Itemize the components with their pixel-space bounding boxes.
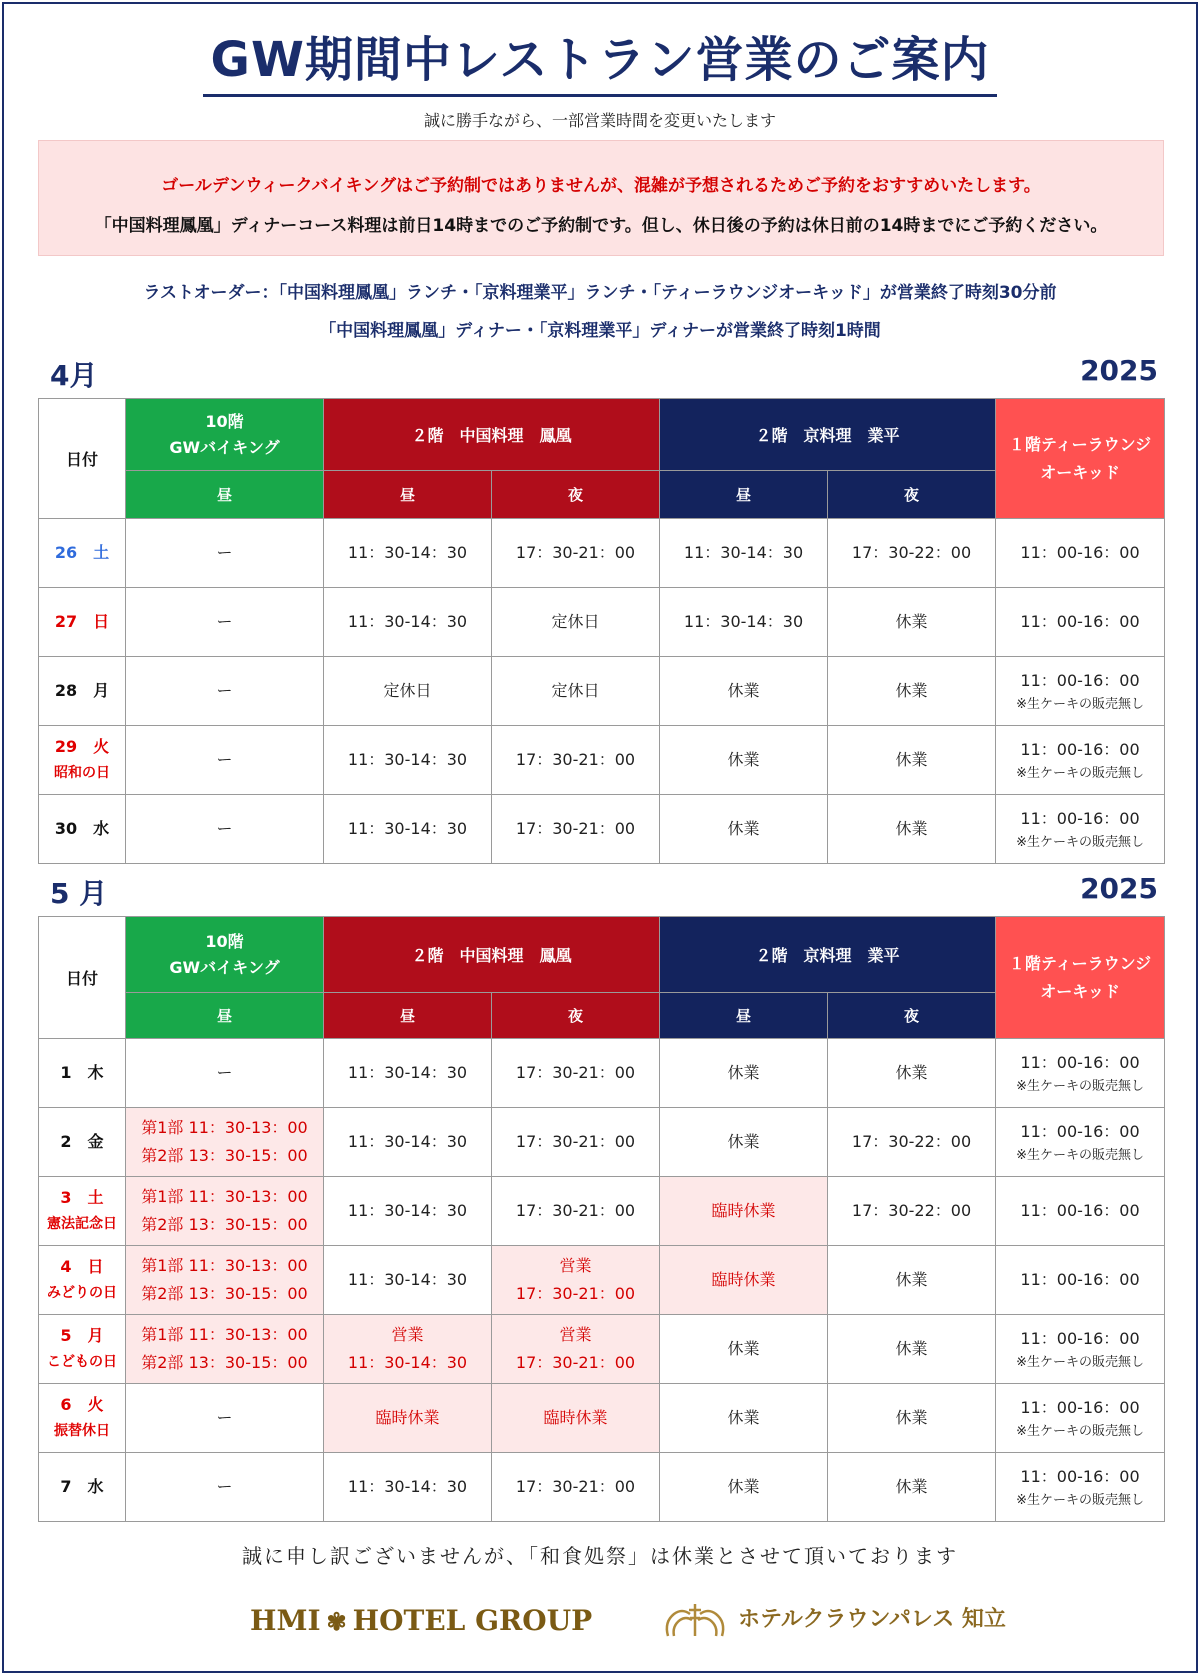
- flower-icon: ✾: [326, 1607, 347, 1636]
- holiday-label: 振替休日: [54, 1423, 110, 1439]
- chinese-lunch-cell: 11：30-14：30: [324, 1108, 492, 1177]
- closure-notice: 誠に申し訳ございませんが、「和食処祭」は休業とさせて頂いております: [242, 1544, 958, 1568]
- chinese-lunch-cell: 11：30-14：30: [324, 1453, 492, 1522]
- header-chinese-lunch: 昼: [324, 471, 492, 519]
- date-cell: 7 水: [39, 1453, 126, 1522]
- header-viking-floor: 10階: [205, 931, 244, 951]
- kyo-dinner-cell: 休業: [828, 726, 996, 795]
- reservation-notice: [38, 140, 1164, 256]
- chinese-lunch-cell: 11：30-14：30: [324, 795, 492, 864]
- tea-cell: [996, 1453, 1165, 1522]
- viking-cell: ー: [126, 519, 324, 588]
- chinese-lunch-cell: [324, 1315, 492, 1384]
- crown-palace-logo-text: ホテルクラウンパレス 知立: [738, 1607, 1006, 1632]
- table-row: [39, 1315, 1165, 1384]
- viking-cell: ー: [126, 1039, 324, 1108]
- viking-part-1: 第1部 11：30-13：00: [141, 1256, 308, 1275]
- tea-hours: 11：00-16：00: [1020, 809, 1140, 828]
- chinese-lunch-cell: 11：30-14：30: [324, 519, 492, 588]
- kyo-lunch-cell: 休業: [660, 1039, 828, 1108]
- table-row: [39, 1453, 1165, 1522]
- kyo-lunch-cell: 11：30-14：30: [660, 588, 828, 657]
- header-date: 日付: [39, 399, 126, 519]
- tea-hours: 11：00-16：00: [1020, 740, 1140, 759]
- date-label: 4 日: [60, 1257, 104, 1276]
- header-kyo-dinner: 夜: [828, 471, 996, 519]
- date-cell: [39, 1246, 126, 1315]
- table-row: [39, 519, 1165, 588]
- viking-cell: [126, 1108, 324, 1177]
- kyo-dinner-cell: 17：30-22：00: [828, 519, 996, 588]
- viking-cell: ー: [126, 726, 324, 795]
- chinese-dinner-cell: [492, 1246, 660, 1315]
- chinese-dinner-status: 営業: [559, 1325, 592, 1344]
- header-tea-lounge: [996, 399, 1165, 519]
- kyo-dinner-cell: 休業: [828, 657, 996, 726]
- viking-cell: ー: [126, 657, 324, 726]
- date-cell: 2 金: [39, 1108, 126, 1177]
- viking-part-2: 第2部 13：30-15：00: [141, 1353, 308, 1372]
- viking-cell: ー: [126, 795, 324, 864]
- chinese-lunch-cell: 定休日: [324, 657, 492, 726]
- tea-note: ※生ケーキの販売無し: [1016, 766, 1144, 781]
- chinese-dinner-cell: 17：30-21：00: [492, 795, 660, 864]
- tea-hours: 11：00-16：00: [1020, 1329, 1140, 1348]
- table-row: [39, 1384, 1165, 1453]
- header-tea-floor: １階ティーラウンジ: [1008, 434, 1152, 454]
- date-cell: 30 水: [39, 795, 126, 864]
- chinese-lunch-cell: 11：30-14：30: [324, 1039, 492, 1108]
- tea-hours: 11：00-16：00: [1020, 671, 1140, 690]
- april-year-label: 2025: [1080, 354, 1158, 387]
- date-label: 3 土: [60, 1188, 104, 1207]
- april-month-label: 4月: [50, 359, 98, 392]
- viking-cell: [126, 1315, 324, 1384]
- kyo-lunch-cell: 休業: [660, 726, 828, 795]
- chinese-dinner-cell: [492, 1315, 660, 1384]
- date-label: 6 火: [60, 1395, 104, 1414]
- april-schedule-table: [38, 398, 1165, 864]
- header-date: 日付: [39, 917, 126, 1039]
- last-order-line-1: ラストオーダー：「中国料理鳳凰」ランチ・「京料理業平」ランチ・「ティーラウンジオーキッド」が営業終了時刻30分前: [143, 283, 1057, 303]
- chinese-lunch-cell: 11：30-14：30: [324, 1246, 492, 1315]
- date-cell: [39, 1384, 126, 1453]
- chinese-dinner-cell: 17：30-21：00: [492, 726, 660, 795]
- chinese-lunch-hours: 11：30-14：30: [347, 1353, 468, 1372]
- header-kyo-dinner: 夜: [828, 993, 996, 1039]
- tea-cell: 11：00-16：00: [996, 519, 1165, 588]
- kyo-lunch-cell: 休業: [660, 1108, 828, 1177]
- kyo-dinner-cell: 休業: [828, 1039, 996, 1108]
- header-kyo-lunch: 昼: [660, 993, 828, 1039]
- header-viking: [126, 917, 324, 993]
- page-title: GW期間中レストラン営業のご案内: [203, 30, 998, 97]
- table-row: [39, 1246, 1165, 1315]
- kyo-lunch-cell: 臨時休業: [660, 1246, 828, 1315]
- table-row: [39, 726, 1165, 795]
- kyo-lunch-cell: 休業: [660, 1315, 828, 1384]
- tea-cell: 11：00-16：00: [996, 588, 1165, 657]
- tea-hours: 11：00-16：00: [1020, 1053, 1140, 1072]
- chinese-lunch-cell: 11：30-14：30: [324, 1177, 492, 1246]
- page-subtitle: 誠に勝手ながら、一部営業時間を変更いたします: [423, 111, 776, 130]
- tea-note: ※生ケーキの販売無し: [1016, 1424, 1144, 1439]
- tea-cell: [996, 1315, 1165, 1384]
- chinese-dinner-cell: 17：30-21：00: [492, 1108, 660, 1177]
- tea-note: ※生ケーキの販売無し: [1016, 1493, 1144, 1508]
- viking-part-2: 第2部 13：30-15：00: [141, 1215, 308, 1234]
- header-viking: [126, 399, 324, 471]
- header-viking-name: GWバイキング: [169, 957, 280, 977]
- header-chinese-dinner: 夜: [492, 471, 660, 519]
- chinese-dinner-hours: 17：30-21：00: [515, 1353, 636, 1372]
- viking-cell: ー: [126, 1384, 324, 1453]
- holiday-label: 憲法記念日: [47, 1216, 117, 1232]
- tea-cell: [996, 1039, 1165, 1108]
- kyo-dinner-cell: 休業: [828, 795, 996, 864]
- may-schedule-table: [38, 916, 1165, 1522]
- tea-cell: [996, 1384, 1165, 1453]
- notice-line-1: ゴールデンウィークバイキングはご予約制ではありませんが、混雑が予想されるためご予約をおすすめいたします。: [161, 176, 1041, 196]
- title-wrap: [0, 30, 1200, 97]
- may-month-label: 5 月: [50, 877, 108, 910]
- viking-part-1: 第1部 11：30-13：00: [141, 1118, 308, 1137]
- date-cell: 1 木: [39, 1039, 126, 1108]
- chinese-lunch-cell: 11：30-14：30: [324, 726, 492, 795]
- kyo-lunch-cell: 休業: [660, 1384, 828, 1453]
- viking-part-2: 第2部 13：30-15：00: [141, 1146, 308, 1165]
- chinese-dinner-cell: 17：30-21：00: [492, 519, 660, 588]
- tea-cell: [996, 1108, 1165, 1177]
- tea-cell: [996, 657, 1165, 726]
- table-row: [39, 1039, 1165, 1108]
- header-tea-floor: １階ティーラウンジ: [1008, 953, 1152, 973]
- hmi-logo-text: HMI: [250, 1604, 321, 1637]
- viking-cell: [126, 1246, 324, 1315]
- chinese-dinner-cell: 定休日: [492, 588, 660, 657]
- viking-cell: ー: [126, 588, 324, 657]
- chinese-lunch-cell: 11：30-14：30: [324, 588, 492, 657]
- header-chinese: ２階 中国料理 鳳凰: [324, 917, 660, 993]
- tea-note: ※生ケーキの販売無し: [1016, 1355, 1144, 1370]
- crown-palace-emblem-icon: [660, 1600, 730, 1640]
- table-row: [39, 657, 1165, 726]
- date-cell: [39, 726, 126, 795]
- date-cell: 26 土: [39, 519, 126, 588]
- header-kyo: ２階 京料理 業平: [660, 917, 996, 993]
- header-viking-floor: 10階: [205, 411, 244, 431]
- kyo-lunch-cell: 休業: [660, 657, 828, 726]
- chinese-dinner-cell: 17：30-21：00: [492, 1177, 660, 1246]
- kyo-lunch-cell: 臨時休業: [660, 1177, 828, 1246]
- table-row: [39, 588, 1165, 657]
- kyo-dinner-cell: 休業: [828, 1246, 996, 1315]
- holiday-label: 昭和の日: [54, 765, 110, 781]
- may-year-label: 2025: [1080, 872, 1158, 905]
- holiday-label: こどもの日: [47, 1354, 117, 1370]
- chinese-dinner-hours: 17：30-21：00: [515, 1284, 636, 1303]
- date-cell: [39, 1315, 126, 1384]
- kyo-lunch-cell: 休業: [660, 1453, 828, 1522]
- kyo-dinner-cell: 休業: [828, 1384, 996, 1453]
- holiday-label: みどりの日: [47, 1285, 117, 1301]
- viking-part-2: 第2部 13：30-15：00: [141, 1284, 308, 1303]
- tea-cell: 11：00-16：00: [996, 1246, 1165, 1315]
- kyo-dinner-cell: 17：30-22：00: [828, 1177, 996, 1246]
- tea-note: ※生ケーキの販売無し: [1016, 1079, 1144, 1094]
- chinese-dinner-cell: 17：30-21：00: [492, 1039, 660, 1108]
- viking-part-1: 第1部 11：30-13：00: [141, 1325, 308, 1344]
- tea-hours: 11：00-16：00: [1020, 1467, 1140, 1486]
- tea-hours: 11：00-16：00: [1020, 1122, 1140, 1141]
- kyo-dinner-cell: 休業: [828, 588, 996, 657]
- tea-cell: 11：00-16：00: [996, 1177, 1165, 1246]
- date-cell: 28 月: [39, 657, 126, 726]
- table-row: [39, 1108, 1165, 1177]
- chinese-dinner-cell: 臨時休業: [492, 1384, 660, 1453]
- header-chinese: ２階 中国料理 鳳凰: [324, 399, 660, 471]
- hmi-hotel-group-logo: [250, 1604, 592, 1637]
- header-chinese-lunch: 昼: [324, 993, 492, 1039]
- tea-hours: 11：00-16：00: [1020, 1398, 1140, 1417]
- kyo-dinner-cell: 17：30-22：00: [828, 1108, 996, 1177]
- table-row: [39, 795, 1165, 864]
- kyo-lunch-cell: 休業: [660, 795, 828, 864]
- header-kyo-lunch: 昼: [660, 471, 828, 519]
- viking-cell: ー: [126, 1453, 324, 1522]
- kyo-dinner-cell: 休業: [828, 1453, 996, 1522]
- chinese-dinner-cell: 17：30-21：00: [492, 1453, 660, 1522]
- kyo-dinner-cell: 休業: [828, 1315, 996, 1384]
- header-tea-name: オーキッド: [1040, 462, 1120, 482]
- viking-part-1: 第1部 11：30-13：00: [141, 1187, 308, 1206]
- chinese-lunch-status: 営業: [391, 1325, 424, 1344]
- header-chinese-dinner: 夜: [492, 993, 660, 1039]
- tea-note: ※生ケーキの販売無し: [1016, 835, 1144, 850]
- viking-cell: [126, 1177, 324, 1246]
- header-kyo: ２階 京料理 業平: [660, 399, 996, 471]
- chinese-dinner-status: 営業: [559, 1256, 592, 1275]
- chinese-dinner-cell: 定休日: [492, 657, 660, 726]
- date-cell: [39, 1177, 126, 1246]
- header-viking-lunch: 昼: [126, 993, 324, 1039]
- header-viking-lunch: 昼: [126, 471, 324, 519]
- hotel-group-logo-text: HOTEL GROUP: [352, 1604, 593, 1637]
- header-tea-lounge: [996, 917, 1165, 1039]
- last-order-line-2: 「中国料理鳳凰」ディナー・「京料理業平」ディナーが営業終了時刻1時間: [319, 321, 881, 341]
- kyo-lunch-cell: 11：30-14：30: [660, 519, 828, 588]
- table-row: [39, 1177, 1165, 1246]
- chinese-lunch-cell: 臨時休業: [324, 1384, 492, 1453]
- tea-cell: [996, 726, 1165, 795]
- tea-note: ※生ケーキの販売無し: [1016, 1148, 1144, 1163]
- date-label: 29 火: [54, 737, 110, 756]
- crown-palace-logo: [660, 1600, 1006, 1640]
- date-label: 5 月: [60, 1326, 104, 1345]
- header-tea-name: オーキッド: [1040, 981, 1120, 1001]
- tea-note: ※生ケーキの販売無し: [1016, 697, 1144, 712]
- header-viking-name: GWバイキング: [169, 437, 280, 457]
- tea-cell: [996, 795, 1165, 864]
- notice-line-2: 「中国料理鳳凰」ディナーコース料理は前日14時までのご予約制です。但し、休日後の予約は休日前の14時までにご予約ください。: [94, 216, 1108, 236]
- date-cell: 27 日: [39, 588, 126, 657]
